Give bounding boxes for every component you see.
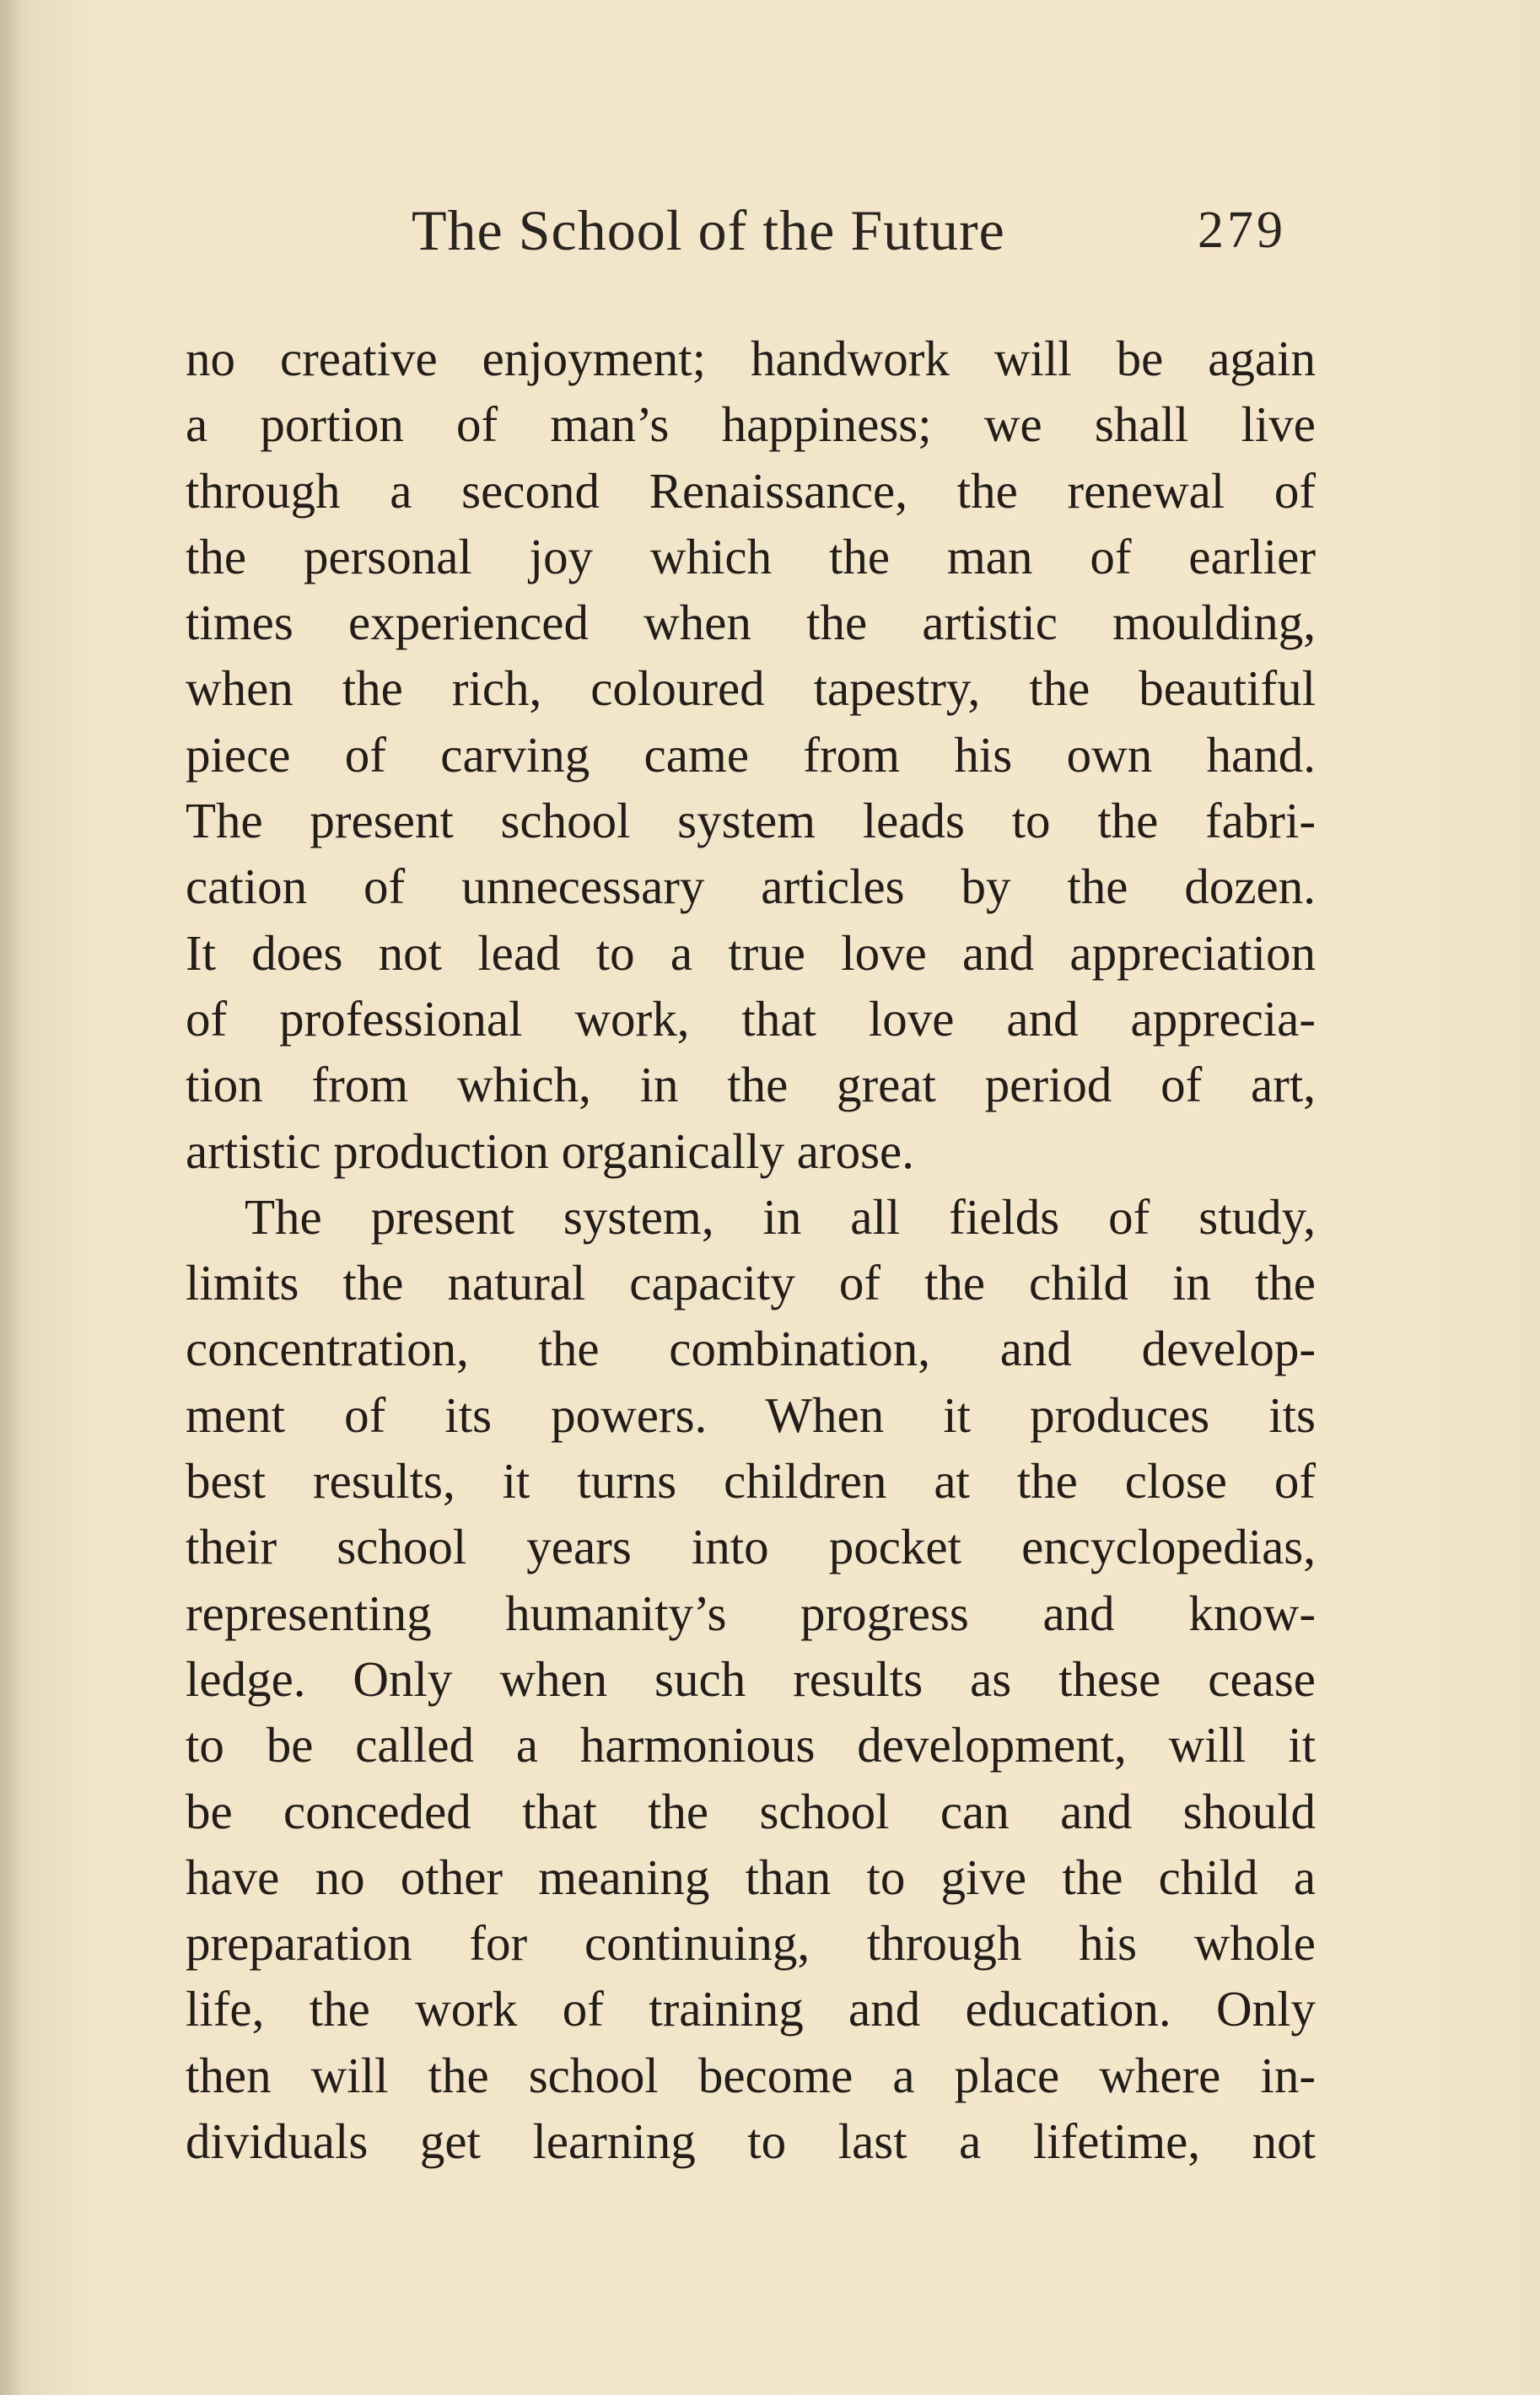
text-line: through a second Renaissance, the renewal of	[186, 462, 1316, 519]
text-line: tion from which, in the great period of art,	[186, 1057, 1316, 1113]
paragraph-2	[186, 1184, 1316, 2174]
text-line: concentration, the combination, and develop-	[186, 1321, 1316, 1377]
text-line: preparation for continuing, through his whole	[186, 1915, 1316, 1972]
text-line: limits the natural capacity of the child in the	[186, 1255, 1316, 1311]
text-line: It does not lead to a true love and appreciation	[186, 924, 1316, 981]
text-line: The present system, in all fields of study,	[245, 1188, 1316, 1245]
text-line: when the rich, coloured tapestry, the beautiful	[186, 660, 1316, 717]
running-head	[186, 192, 1324, 268]
text-line: cation of unnecessary articles by the dozen.	[186, 858, 1316, 915]
text-line: dividuals get learning to last a lifetime, not	[186, 2113, 1316, 2170]
text-line: their school years into pocket encyclopedias,	[186, 1519, 1316, 1575]
text-line: a portion of man’s happiness; we shall live	[186, 396, 1316, 453]
text-line: the personal joy which the man of earlier	[186, 528, 1316, 584]
text-line: times experienced when the artistic moulding,	[186, 595, 1316, 651]
page-number: 279	[1198, 202, 1286, 259]
body-text	[186, 326, 1316, 2174]
paragraph-1	[186, 326, 1316, 1184]
text-line: best results, it turns children at the close of	[186, 1453, 1316, 1510]
text-line: ment of its powers. When it produces its	[186, 1386, 1316, 1443]
page-gutter-shadow	[0, 0, 22, 2395]
text-line: no creative enjoyment; handwork will be again	[186, 331, 1316, 386]
text-line: be conceded that the school can and should	[186, 1783, 1316, 1839]
text-line: piece of carving came from his own hand.	[186, 726, 1316, 783]
text-line: The present school system leads to the fabri-	[186, 793, 1316, 849]
text-line: life, the work of training and education. Only	[186, 1981, 1316, 2037]
text-line: representing humanity’s progress and know-	[186, 1585, 1316, 1641]
text-line: ledge. Only when such results as these cease	[186, 1650, 1316, 1707]
text-line: to be called a harmonious development, will it	[186, 1717, 1316, 1773]
text-line: of professional work, that love and apprecia-	[186, 990, 1316, 1047]
text-line: then will the school become a place where in-	[186, 2047, 1316, 2103]
text-line: have no other meaning than to give the child a	[186, 1849, 1316, 1905]
text-line: artistic production organically arose.	[186, 1122, 914, 1179]
running-head-title: The School of the Future	[412, 198, 1005, 262]
